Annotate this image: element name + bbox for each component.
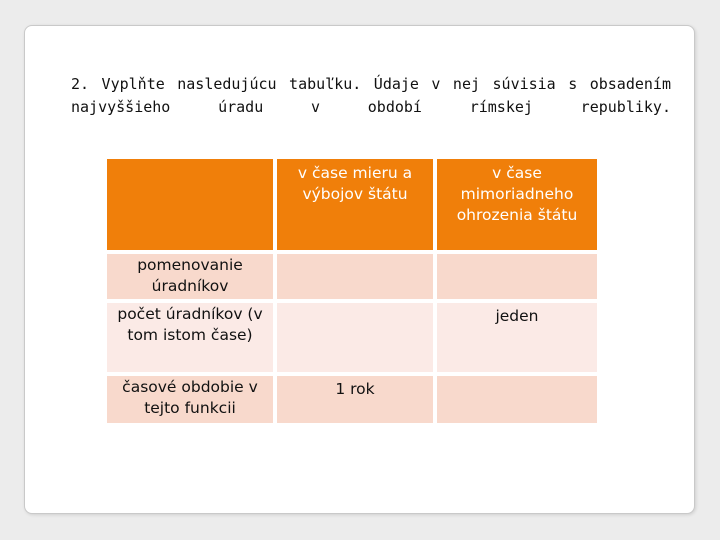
row-label-officials-name: pomenovanie úradníkov xyxy=(105,252,275,301)
table-row xyxy=(105,301,599,374)
cell-emergency-officials-name[interactable] xyxy=(435,252,599,301)
slide xyxy=(24,25,695,514)
table-header-row xyxy=(105,157,599,252)
cell-peace-officials-name[interactable] xyxy=(275,252,435,301)
task-instruction: 2. Vyplňte nasledujúcu tabuľku. Údaje v nej súvisia s obsadením najvyššieho úradu v období rímskej republiky. xyxy=(71,75,671,116)
row-label-term-length: časové obdobie v tejto funkcii xyxy=(105,374,275,425)
cell-emergency-officials-count[interactable]: jeden xyxy=(435,301,599,374)
answer-table xyxy=(105,157,599,425)
header-peace-time: v čase mieru a výbojov štátu xyxy=(275,157,435,252)
header-empty-cell xyxy=(105,157,275,252)
cell-emergency-term-length[interactable] xyxy=(435,374,599,425)
row-label-officials-count: počet úradníkov (v tom istom čase) xyxy=(105,301,275,374)
header-emergency: v čase mimoriadneho ohrozenia štátu xyxy=(435,157,599,252)
table-row xyxy=(105,374,599,425)
cell-peace-term-length[interactable]: 1 rok xyxy=(275,374,435,425)
cell-peace-officials-count[interactable] xyxy=(275,301,435,374)
table-row xyxy=(105,252,599,301)
